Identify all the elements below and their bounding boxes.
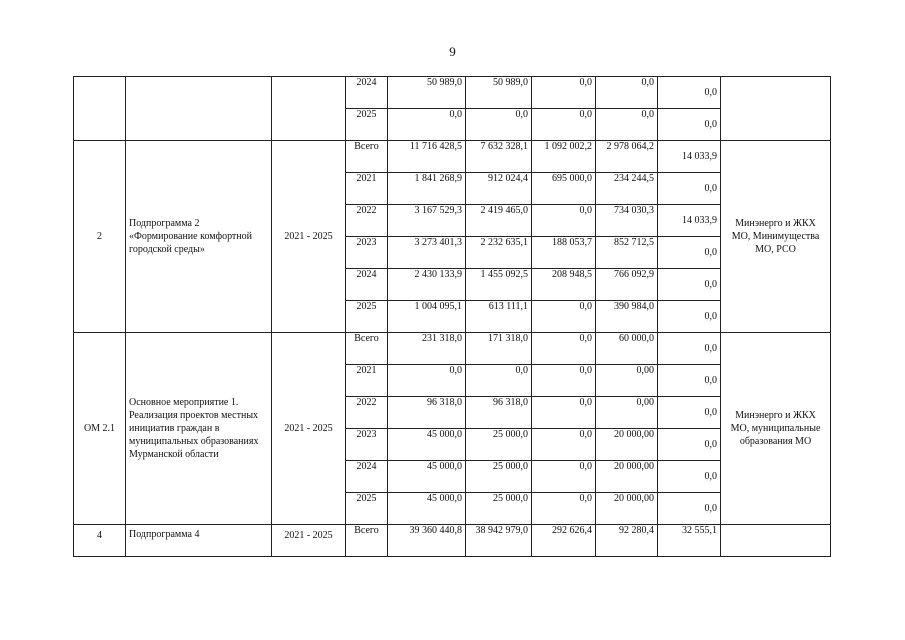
amount-cell: 0,0 <box>658 333 721 365</box>
amount-cell: 0,0 <box>596 109 658 141</box>
responsible-line: МО, муниципальные <box>730 423 821 434</box>
amount-cell: 25 000,0 <box>466 461 532 493</box>
amount-cell: 292 626,4 <box>532 525 596 557</box>
amount-cell: 25 000,0 <box>466 493 532 525</box>
year-cell: 2024 <box>346 461 388 493</box>
amount-cell: 188 053,7 <box>532 237 596 269</box>
amount-cell: 92 280,4 <box>596 525 658 557</box>
amount-cell: 0,0 <box>658 429 721 461</box>
period-cell: 2021 - 2025 <box>272 333 346 525</box>
year-cell: 2022 <box>346 397 388 429</box>
total-amount-cell: 45 000,0 <box>388 461 466 493</box>
amount-cell: 0,0 <box>658 493 721 525</box>
program-name-line: муниципальных образованиях <box>129 436 259 447</box>
year-cell: 2023 <box>346 429 388 461</box>
amount-cell: 0,0 <box>658 269 721 301</box>
year-cell: 2024 <box>346 77 388 109</box>
total-amount-cell: 45 000,0 <box>388 493 466 525</box>
program-name-line: «Формирование комфортной <box>129 231 253 242</box>
amount-cell: 0,00 <box>596 397 658 429</box>
year-cell: 2021 <box>346 365 388 397</box>
total-amount-cell: 0,0 <box>388 365 466 397</box>
total-amount-cell: 1 004 095,1 <box>388 301 466 333</box>
amount-cell: 0,0 <box>658 77 721 109</box>
amount-cell: 20 000,00 <box>596 461 658 493</box>
period-cell: 2021 - 2025 <box>272 141 346 333</box>
total-amount-cell: 50 989,0 <box>388 77 466 109</box>
amount-cell: 613 111,1 <box>466 301 532 333</box>
amount-cell: 0,0 <box>658 397 721 429</box>
total-amount-cell: 1 841 268,9 <box>388 173 466 205</box>
amount-cell: 0,0 <box>532 461 596 493</box>
program-name-cell <box>126 141 272 333</box>
amount-cell: 0,0 <box>658 301 721 333</box>
amount-cell: 32 555,1 <box>658 525 721 557</box>
amount-cell: 25 000,0 <box>466 429 532 461</box>
amount-cell: 60 000,0 <box>596 333 658 365</box>
amount-cell: 0,0 <box>658 109 721 141</box>
amount-cell: 734 030,3 <box>596 205 658 237</box>
amount-cell: 96 318,0 <box>466 397 532 429</box>
row-number-cell: 2 <box>74 141 126 333</box>
page-number: 9 <box>449 44 456 59</box>
program-name-line: Мурманской области <box>129 449 219 460</box>
responsible-line: образования МО <box>739 436 812 447</box>
amount-cell: 20 000,00 <box>596 493 658 525</box>
program-name-line: городской среды» <box>129 244 205 255</box>
amount-cell: 0,0 <box>532 493 596 525</box>
responsible-cell <box>721 77 831 141</box>
amount-cell: 0,0 <box>532 301 596 333</box>
amount-cell: 0,0 <box>532 365 596 397</box>
table-row <box>74 333 831 365</box>
amount-cell: 0,0 <box>532 109 596 141</box>
amount-cell: 0,0 <box>532 397 596 429</box>
program-funding-table <box>73 76 831 557</box>
amount-cell: 0,0 <box>466 109 532 141</box>
total-amount-cell: 3 167 529,3 <box>388 205 466 237</box>
program-name-line: Реализация проектов местных <box>129 410 259 421</box>
year-cell: Всего <box>346 333 388 365</box>
amount-cell: 0,0 <box>466 365 532 397</box>
amount-cell: 912 024,4 <box>466 173 532 205</box>
responsible-cell <box>721 525 831 557</box>
table-row <box>74 77 831 109</box>
period-cell <box>272 77 346 141</box>
amount-cell: 38 942 979,0 <box>466 525 532 557</box>
amount-cell: 0,0 <box>532 205 596 237</box>
amount-cell: 7 632 328,1 <box>466 141 532 173</box>
total-amount-cell: 3 273 401,3 <box>388 237 466 269</box>
table-row <box>74 525 831 557</box>
period-cell: 2021 - 2025 <box>272 525 346 557</box>
amount-cell: 2 419 465,0 <box>466 205 532 237</box>
row-number-cell: ОМ 2.1 <box>74 333 126 525</box>
amount-cell: 0,0 <box>658 173 721 205</box>
amount-cell: 695 000,0 <box>532 173 596 205</box>
row-number-cell: 4 <box>74 525 126 557</box>
amount-cell: 208 948,5 <box>532 269 596 301</box>
amount-cell: 0,0 <box>532 429 596 461</box>
amount-cell: 14 033,9 <box>658 141 721 173</box>
amount-cell: 50 989,0 <box>466 77 532 109</box>
year-cell: Всего <box>346 141 388 173</box>
row-number-cell <box>74 77 126 141</box>
program-name-line: Основное мероприятие 1. <box>129 397 239 408</box>
amount-cell: 14 033,9 <box>658 205 721 237</box>
program-name-cell <box>126 333 272 525</box>
total-amount-cell: 11 716 428,5 <box>388 141 466 173</box>
program-name-cell: Подпрограмма 4 <box>126 525 272 557</box>
total-amount-cell: 0,0 <box>388 109 466 141</box>
amount-cell: 0,0 <box>596 77 658 109</box>
amount-cell: 390 984,0 <box>596 301 658 333</box>
program-name-line: инициатив граждан в <box>129 423 220 434</box>
amount-cell: 0,0 <box>658 237 721 269</box>
year-cell: 2021 <box>346 173 388 205</box>
total-amount-cell: 39 360 440,8 <box>388 525 466 557</box>
year-cell: 2025 <box>346 493 388 525</box>
amount-cell: 234 244,5 <box>596 173 658 205</box>
responsible-line: Минэнерго и ЖКХ <box>735 218 816 229</box>
responsible-line: Минэнерго и ЖКХ <box>735 410 816 421</box>
total-amount-cell: 96 318,0 <box>388 397 466 429</box>
amount-cell: 0,0 <box>658 365 721 397</box>
amount-cell: 0,0 <box>658 461 721 493</box>
responsible-line: МО, Минимущества <box>731 231 820 242</box>
amount-cell: 1 455 092,5 <box>466 269 532 301</box>
amount-cell: 1 092 002,2 <box>532 141 596 173</box>
amount-cell: 2 232 635,1 <box>466 237 532 269</box>
year-cell: Всего <box>346 525 388 557</box>
program-name-cell <box>126 77 272 141</box>
amount-cell: 2 978 064,2 <box>596 141 658 173</box>
responsible-line: МО, РСО <box>755 244 796 255</box>
year-cell: 2024 <box>346 269 388 301</box>
total-amount-cell: 2 430 133,9 <box>388 269 466 301</box>
year-cell: 2025 <box>346 109 388 141</box>
program-name-line: Подпрограмма 2 <box>129 218 200 229</box>
amount-cell: 852 712,5 <box>596 237 658 269</box>
total-amount-cell: 231 318,0 <box>388 333 466 365</box>
responsible-cell <box>721 141 831 333</box>
year-cell: 2022 <box>346 205 388 237</box>
year-cell: 2025 <box>346 301 388 333</box>
amount-cell: 0,00 <box>596 365 658 397</box>
responsible-cell <box>721 333 831 525</box>
amount-cell: 766 092,9 <box>596 269 658 301</box>
amount-cell: 0,0 <box>532 333 596 365</box>
amount-cell: 20 000,00 <box>596 429 658 461</box>
amount-cell: 0,0 <box>532 77 596 109</box>
amount-cell: 171 318,0 <box>466 333 532 365</box>
year-cell: 2023 <box>346 237 388 269</box>
table-row <box>74 141 831 173</box>
total-amount-cell: 45 000,0 <box>388 429 466 461</box>
